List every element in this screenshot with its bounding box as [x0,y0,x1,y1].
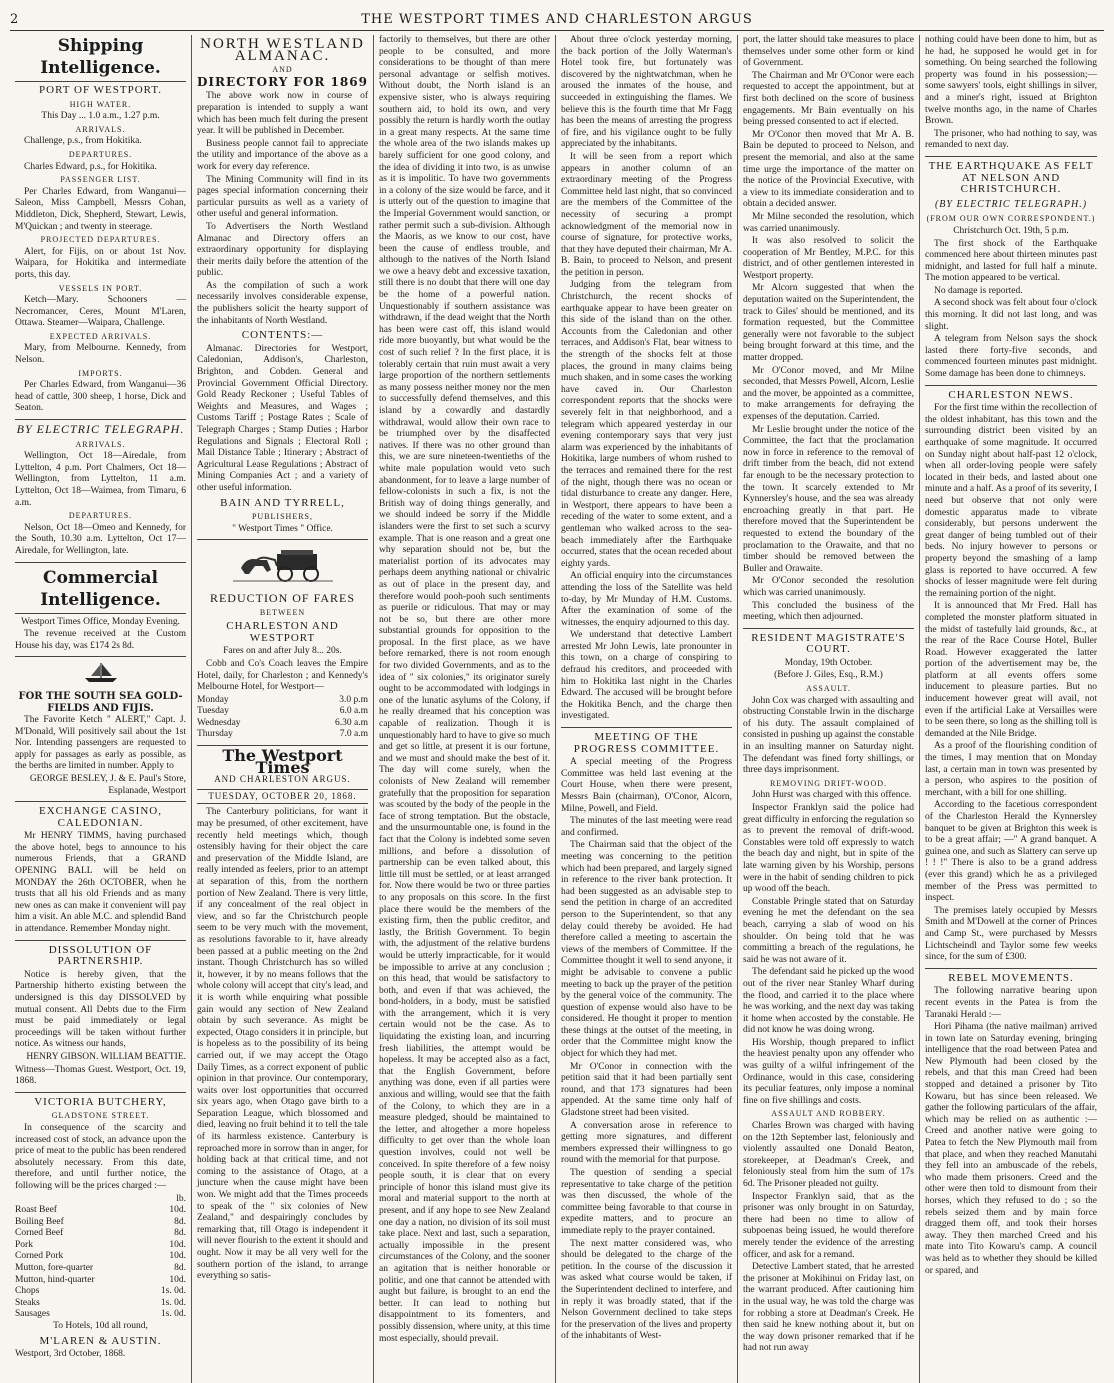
price-row: Corned Pork 10d. [15,1251,186,1262]
high-water-label: HIGH WATER. [69,99,132,109]
projected-text: Alert, for Fijis, on or about 1st Nov. Waipara, for Hokitika and intermediate ports, this day. [15,246,186,280]
quake-paragraph: A second shock was felt about four o'clock this morning. It did not last long, and was slight. [925,298,1097,332]
vessels-text: Ketch—Mary. Schooners — Necromancer, Ceres, Mount M'Laren, Ottawa. Steamer—Waipara, Challenge. [15,295,186,329]
vessels-label: VESSELS IN PORT. [58,283,143,293]
almanac-and: AND [272,65,293,75]
almanac-paragraph: To Advertisers the North Westland Almanac and Directory offers an extraordinary opportunity for displaying their merits daily before the attention of the public. [197,221,368,279]
divider [15,940,186,941]
column-5 [738,35,920,1383]
meeting-paragraph: The Chairman said that the object of the meeting was concerning to the petition which had been prepared, and largely signed in reference to the river bank protection. It had been suggested as an advisable step to send the petition in charge of an accredited person to the Superintendent, so that any delay could thereby be avoided. He had therefore called a meeting to ascertain the views of the members of Committee. If the Committee thought it well to send anyone, it might be advisable to convene a public meeting to back up the prayer of the petition by the general voice of the community. The question of expense would also have to be considered. He thought it proper to mention these things at the outset of the meeting, in order that the Committee might know the object for which they had met. [561,840,732,1060]
contents-label: CONTENTS:— [241,329,324,342]
arrivals-label: ARRIVALS. [75,124,126,134]
price-row: Pork 10d. [15,1239,186,1250]
price-row: Mutton, fore-quarter 8d. [15,1263,186,1274]
meeting-paragraph: Mr O'Conor seconded the resolution which was carried unanimously. [743,576,914,598]
quake-paragraph: No damage is reported. [934,285,1023,296]
publishers-label: PUBLISHERS, [251,512,313,522]
dissolution-text: Notice is hereby given, that the Partnership hitherto existing between the undersigned is this day DISSOLVED by mutual consent. All Debts due to the Firm must be paid immediately or legal proceedings will be taken without further notice. As witness our hands, [15,969,186,1050]
coach-text: Cobb and Co's Coach leaves the Empire Hotel, daily, for Charleston ; and Kennedy's Melbourne Hotel, for Westport— [197,658,368,693]
almanac-title: NORTH WESTLAND ALMANAC. [200,36,365,64]
columns [10,35,1104,1383]
page-number: 2 [10,12,19,27]
directory-title: DIRECTORY FOR 1869 [197,74,368,89]
arrivals-label-2: ARRIVALS. [75,439,126,449]
divider [15,562,186,563]
almanac-paragraph: The above work now in course of preparation is intended to supply a want which has been much felt during the present year. It will be published in December. [197,91,368,137]
departures-label: DEPARTURES. [68,149,133,159]
meeting-paragraph: Mr Milne seconded the resolution, which was carried unanimously. [743,211,914,234]
passenger-text: Per Charles Edward, from Wanganui—Saleon, Miss Campbell, Messrs Cohan, Middleton, Dick, Shepherd, Stewart, Lewis, M'Quickan ; and twenty in steerage. [15,186,186,232]
court-continued: nothing could have been done to him, but as he had, he supposed he would get in for something. On being searched the following property was found in his possession;—some sawyers' tools, eight shillings in silver, and a miner's right, issued at Brighton twelve months ago, in the name of Charles Brown. [925,35,1097,127]
meeting-paragraph: Mr O'Conor then moved that Mr A. B. Bain be deputed to proceed to Nelson, and present the memorial, and also at the same time urge the importance of the matter on the notice of the Provincial Executive, with a view to its immediate consideration and to obtain a decided answer. [743,129,914,210]
news-petition: It will be seen from a report which appears in another column of an extraordinary meeting of the Progress Committee held last night, that so convinced are the members of the Committee of the necessity of securing a prompt acknowledgment of the memorial now in course of signature, for protective works, that they have deputed their chairman, Mr A. B. Bain, to proceed to Nelson, and present the petition in person. [561,151,732,278]
divider [15,419,186,420]
dissolution-witness: Witness—Thomas Guest. Westport, Oct. 19, 1868. [15,1064,186,1087]
quake-telegraph: (BY ELECTRIC TELEGRAPH.) [934,198,1088,210]
quake-dateline: Christchurch Oct. 19th, 5 p.m. [953,225,1069,236]
telegraph-heading: BY ELECTRIC TELEGRAPH. [16,422,185,437]
commercial-text: The revenue received at the Custom House his day, was £174 2s 8d. [15,629,186,651]
court-paragraph: The defendant said he picked up the wood out of the river near Stanley Wharf during the flood, and carried it to the place where he was working, and the next day was taking it home when accosted by the constable. He did not know he was doing wrong. [743,967,914,1036]
divider [561,727,732,728]
price-row: Roast Beef 10d. [15,1205,186,1216]
meeting-paragraph: A special meeting of the Progress Committee was held last evening at the Court House, when there were present, Messrs Bain (chairman), O'Conor, Alcorn, Milne, Powell, and Field. [561,757,732,814]
court-paragraph: John Hurst was charged with this offence. [752,790,912,801]
butchery-signature: M'LAREN & AUSTIN. [39,1334,162,1347]
court-paragraph: Inspector Franklyn said the police had great difficulty in enforcing the regulation so as to prevent the removal of drift-wood. Constables were told off expressly to watch the beach day and night, but in spite of the late warning given by his Worship, persons were in the habit of sending children to pick up wood off the beach. [743,803,914,895]
arrivals-text: Challenge, p.s., from Hokitika. [24,136,142,147]
almanac-paragraph: As the compilation of such a work necessarily involves considerable expense, the publishers solicit the hearty support of the inhabitants of North Westland. [197,280,368,326]
dissolution-signature: HENRY GIBSON. WILLIAM BEATTIE. [26,1051,186,1062]
price-row: Steaks 1s. 0d. [15,1297,186,1308]
meeting-paragraph: Mr O'Conor moved, and Mr Milne seconded, that Messrs Powell, Alcorn, Leslie and the mover, be appointed as a committee, to make arrangements for defraying the expenses of the deputation. Carried. [743,365,914,422]
almanac-paragraph: Business people cannot fail to appreciate the utility and importance of the above as a work for every day reference. [197,138,368,172]
quake-paragraph: The first shock of the Earthquake commenced here about thirteen minutes past midnight, and lasted for full half a minute. The motion appeared to be vertical. [925,238,1097,284]
quake-title: THE EARTHQUAKE AS FELT AT NELSON AND CHRISTCHURCH. [928,159,1094,196]
news-earthquake: Judging from the telegram from Christchurch, the recent shocks of earthquake appear to have been greater on this side of the island than on the other. Accounts from the Caledonian and other terraces, and Addison's Flat, bear witness to the strength of the shocks felt at those places, the ground in many claims being much shaken, and in some cases the working have caved in. Our Charleston correspondent reports that the shocks were severely felt in that neighborhood, and a telegram which appeared yesterday in our evening contemporary says that very just alarm was experienced by the inhabitants of Hokitika, large numbers of whom rushed to the terraces and remained there for the rest of the night, though there was no ocean or tidal disturbance to create any danger. Here, in Westport, there appears to have been a receding of the water to some extent, and a gentleman who walked across to the sea-beach immediately after the Earthquake occurred, states that the ocean receded about eighty yards. [561,280,732,569]
almanac-paragraph: The Mining Community will find in its pages special information concerning their particular pursuits as well as a variety of other useful and general information. [197,174,368,220]
meeting-paragraph: This concluded the business of the meeting, which then adjourned. [743,600,914,623]
price-list [15,1194,186,1322]
passenger-label: PASSENGER LIST. [60,175,141,185]
meeting-paragraph: It was also resolved to solicit the cooperation of Mr Bentley, M.P.C. for this district, and of other gentlemen interested in Westport property. [743,236,914,281]
price-row: Chops 1s. 0d. [15,1286,186,1297]
ship-illustration [15,661,186,688]
robbery-label: ASSAULT AND ROBBERY. [771,1109,886,1119]
court-paragraph: Inspector Franklyn said, that as the prisoner was only brought in on Saturday, there had been no time to allow of subpoenas being issued, he would therefore merely tender the evidence of the arresting officer, and ask for a remand. [743,1191,914,1260]
dateline: TUESDAY, OCTOBER 20, 1868. [197,789,368,805]
price-row: lb. [176,1193,186,1204]
divider [15,1092,186,1093]
price-row: Mutton, hind-quarter 10d. [15,1274,186,1285]
divider [743,628,914,629]
charleston-paragraph: The premises lately occupied by Messrs Smith and M'Dowell at the corner of Princes and Camp St., were purchased by Messrs Lichtscheindl and Taylor some few weeks since, for the sum of £300. [925,905,1097,963]
price-row: Sausages 1s. 0d. [15,1309,186,1320]
editorial-continued: factorily to themselves, but there are other people to be consulted, and more considerations to be thought of than mere personal advantage or selfish motives. Without doubt, the North island is an expensive sister, who is always requiring southern aid, to hold its own, and very possibly the return is hardly worth the outlay in a great many respects. At the same time the whole area of the two islands makes up barely sufficient for one good colony, and the idea of dividing it into two, is as unwise as it is impolitic. To have two governments in a colony of the size would be farce, and it is utterly out of the question to imagine that the Imperial Government would sanction, or rather permit such a sub-division. Although the Maoris, as we know to our cost, have been the cause of endless trouble, and although to the natives of the North Island we owe a heavy debt and excessive taxation, still there is no doubt that there will one day be the home of a powerful nation. Unquestionably if southern assistance was withdrawn, if the dead weight that the North has been were cast off, this island would ride more buoyantly, but what would be the cost of such relief ? In the first place, it is tolerably certain that ruin must await a very large proportion of the northern settlements as many possess neither money nor the men to successfully defend themselves, and this island by a cowardly and dastardly withdrawal, would allow their own race to be triumphed over by the disaffected natives. If there was no other ground than this, we are sure nineteen-twentieths of the white male population would veto such abandonment, for to leave a large number of fellow-colonists in such a fix, is not the British way of doing things generally, and we should indeed be sorry if the Middle islanders were the first to set such a scurvy example. That is one reason and a great one why separation should not be, but the materialist portion of its advocates may perhaps deem anything national or chivalric as out of place in the present day, and therefore would pooh-pooh such sentiments as puerile or ridiculous. That may or may not be so, but there are other more substantial grounds for opposition to the proposal. In the first place, as we have before remarked, there is not room enough for two divided Governments, and as to the idea of " six colonies," its originator surely ought to be accommodated with lodgings in one of the lunatic asylums of the Colony, if he really dreamed that his conception was capable of realization. Though it is unquestionably hard to have to give so much and get so little, at present it is our fortune, and we must and should make the best of it. The day will come surely, when the colonists of New Zealand will remember gratefully that the proposition for separation was scouted by the body of the people in the face of strong temptation. But the obstacle, and the unsurmountable one, is found in the fact that the Colony is indebted some seven millions, and before a dissolution of partnership can be even talked about, this little till must be settled, or at least arranged for. Now there would be two or three parties to any proposals on this score. In the first place there would be the members of the existing firm, then the public creditor, and lastly, the British Government. To begin with, the adjustment of the relative burdens would be utterly impracticable, for it would be impossible to arrive at any conclusion ; on this head, that would be satisfactory to both, and even if that was achieved, the bond-holders, in a body, must be satisfied with the arrangement, which it is very certain would not be the case. As to liquidating the existing loan, and incurring fresh liabilities, the attempt would be hopeless. It may be accepted also as a fact, that the English Government, before anything was done, even if all parties were anxious and willing, would see that the faith of the Colony, to which they are in a measure pledged, should be maintained to the letter, and altogether a more hopeless difficulty to get over than the whole loan question involves, could not well be conceived. In spite therefore of a few noisy people south, it is clear that on every principle of honor this island must give its moral and material support to the north at present, and if any hope to see New Zealand one day a nation, no division of its soil must take place. Next and last, such a separation, actually impossible in the present circumstances of the Colony, and the sooner an agitation that is neither honorable or politic, and one that cannot be attended with aught but failure, is brought to an end the better. It can lead to nothing but disappointment to its fomenters, and possibly dissension, where unity, at this time most especially, should prevail. [379,35,550,1344]
departures-text-2: Nelson, Oct 18—Omeo and Kennedy, for the South, 10.30 a.m. Lyttelton, Oct 17—Airedale, for Wellington, late. [15,522,186,556]
news-fire: About three o'clock yesterday morning, the back portion of the Jolly Waterman's Hotel took fire, but fortunately was discovered by the nightwatchman, when he aroused the inmates of the house, and succeeded in extinguishing the flames. We believe this is the fourth time that Mr Fagg has been the means of arresting the progress of fire, and his vigilance ought to be fully appreciated by the inhabitants. [561,35,732,150]
port-heading: PORT OF WESTPORT. [39,84,162,96]
meeting-continued: port, the latter should take measures to place themselves under some other form or kind of Government. [743,35,914,69]
court-title: RESIDENT MAGISTRATE'S COURT. [751,631,906,656]
publishers-name: BAIN AND TYRRELL, [220,496,345,509]
news-detective: We understand that detective Lambert arrested Mr John Lewis, late pronounter in this town, on a charge of conspiring to defraud his creditors, and proceeded with him to Hokitika last night in the Charles Edward. The accused will be brought before the Hokitika Bench, and the charge then investigated. [561,630,732,722]
meeting-paragraph: The next matter considered was, who should be delegated to the charge of the petition. In the course of the discussion it was asked what course would be taken, if the Superintendent declined to interfere, and in reply it was broadly stated, that if the Nelson Government declined to take steps for the preservation of the lives and property of the inhabitants of West- [561,1238,732,1342]
butchery-title: VICTORIA BUTCHERY, [34,1095,167,1108]
fares-title: REDUCTION OF FARES [209,590,356,605]
column-1 [10,35,192,1383]
price-row: Corned Beef 8d. [15,1228,186,1239]
meeting-paragraph: The question of sending a special representative to take charge of the petition was then discussed, the whole of the committee being favorable to that course in expedite matters, and to procure an immediate reply to the prayer contained. [561,1168,732,1236]
divider [15,656,186,657]
assault-label: ASSAULT. [806,684,851,694]
court-paragraph: His Worship, though prepared to inflict the heaviest penalty upon any offender who was guilty of a wilful infringement of the Ordinance, would in this case, considering its peculiar features, only impose a nominal fine on five shillings and costs. [743,1037,914,1106]
imports-text: Per Charles Edward, from Wanganui—36 head of cattle, 300 sheep, 1 horse, Dick and Seaton. [15,380,186,414]
meeting-paragraph: The Chairman and Mr O'Conor were each requested to accept the appointment, but at first both declined on the score of business engagements. Mr Bain eventually on his being pressed consented to act if elected. [743,70,914,128]
casino-title: EXCHANGE CASINO, CALEDONIAN. [39,805,162,829]
divider [15,801,186,802]
quake-correspondent: (FROM OUR OWN CORRESPONDENT.) [926,214,1096,224]
projected-label: PROJECTED DEPARTURES. [40,235,161,245]
commercial-office: Westport Times Office, Monday Evening. [21,616,180,627]
charleston-paragraph: As a proof of the flourishing condition of the times, I may mention that on Monday last, a certain man in town was presented by a person, who aspires to the position of merchant, with a bill for one shilling. [925,741,1097,798]
shipping-heading: Shipping Intelligence. [15,35,186,82]
editorial-text: The Canterbury politicians, for want it may be presumed, of other excitement, have recently held meetings which, though ostensibly having for their object the care and preservation of the Middle Island, are really intended as feelers, prior to an attempt at separation of this, from the northern portion of New Zealand. There is very little, if any concealment of the real object in view, and so far the Christchurch people seem to be very much with the movement, as resolutions favorable to it, have already been passed at a public meeting on the 2nd instant. Though Christchurch has so willed it, however, it by no means follows that the whole colony will accept that city's lead, and it is worth while enquiring what possible gain would any section of New Zealand obtain by such severance. As might be expected, Otago considers it in principle, but is hopeless as to the possibility of its being carried out, if we may accept the Otago Daily Times, as a correct exponent of public opinion in that province. Our contemporary, waits over lost opportunities that occurred six years ago, when Otago gave birth to a Separation League, which blossomed and died, leaving no fruit behind it to tell the tale of its harmless existence. Canterbury is reproached more in sorrow than in anger, for holding back at that critical time, and not coming to the assistance of Otago, at a juncture when the cause might have been won. We might add that the Times proceeds to speak of the " six colonies of New Zealand," and despairingly concludes by remarking that, till Otago is independent it will never flourish to the extent it should and ought. Now it may be all very well for the southern portion of the island, to arrange everything so satis- [197,807,368,1282]
dissolution-title: DISSOLUTION OF PARTNERSHIP. [48,943,153,968]
meeting-paragraph: Mr O'Conor in connection with the petition said that it had been partially sent round, and that 173 signatures had been appended. At the same time only half of Gladstone street had been visited. [561,1061,732,1119]
charleston-paragraph: For the first time within the recollection of the oldest inhabitant, has this town and the surrounding district been visited by an earthquake of some magnitude. It occurred on Sunday night about half-past 12 o'clock, when all order-loving people were safely located in their beds, and lasted about one minute and a half. As a proof of its severity, I need but observe that not only were domestic apparatus made to vibrate considerably, but persons underwent the great danger of being tumbled out of their beds. No injury however to persons or property beyond the smashing of a lamp glass is reported to have occurred. A few shocks of lesser magnitude were felt during the remaining portion of the night. [925,403,1097,599]
court-paragraph: Charles Brown was charged with having on the 12th September last, feloniously and violently assaulted one Donald Beaton, storekeeper, at Deadman's Creek, and feloniously steal from him the sum of 17s 6d. The Prisoner pleaded not guilty. [743,1121,914,1189]
rebel-title: REBEL MOVEMENTS. [948,971,1074,984]
running-head [10,8,1104,31]
rebel-paragraph: The following narrative bearing upon recent events in the Patea is from the Taranaki Herald :— [925,986,1097,1020]
court-remand: The prisoner, who had nothing to say, was remanded to next day. [925,128,1097,151]
charleston-paragraph: According to the facetious correspondent of the Charleston Herald the Kynnersley banquet to be given at Brighton this week is to be a great affair; —" A grand banquet. A guinea one, and such as Slattery can serve up ! ! !" There is also to be a grand address (ever this grand) which he as a privileged member of the Press was permitted to inspect. [925,800,1097,904]
schedule-row: Wednesday 6.30 a.m [197,717,368,728]
coach-illustration [197,544,368,589]
court-before: (Before J. Giles, Esq., R.M.) [774,670,883,681]
fiji-ad-title: FOR THE SOUTH SEA GOLD-FIELDS AND FIJIS. [18,690,183,714]
meeting-paragraph: A conversation arose in reference to getting more signatures, and different members expressed their willingness to go round with the memorial for that purpose. [561,1120,732,1166]
commercial-heading: Commercial Intelligence. [15,567,186,614]
column-3 [374,35,556,1383]
meeting-paragraph: The minutes of the last meeting were read and confirmed. [561,816,732,838]
column-4 [556,35,738,1383]
fiji-ad-text: The Favorite Ketch " ALERT," Capt. J. M'Donald, Will positively sail about the 1st Nor. Intending passengers are requested to apply for passages as early as possible, as the berths are limited in number. Apply to [15,714,186,772]
butchery-hotels: To Hotels, 10d all round, [53,1321,148,1332]
drift-label: REMOVING DRIFT-WOOD. [769,778,888,788]
charleston-title: CHARLESTON NEWS. [948,388,1074,401]
divider [925,156,1097,157]
meeting-paragraph: Mr Leslie brought under the notice of the Committee, the fact that the proclamation now in force in reference to the removal of drift timber from the beach, did not extend far enough to be the necessary protection to the town. It scarcely extended to Mr Kynnersley's house, and the sea was already encroaching greatly in that part. He therefore moved that the Superintendent be requested to extend the boundary of the proclamation to the Orawaite, and that no timber should be removed between the Buller and Orawaite. [743,424,914,574]
imports-label: IMPORTS. [78,368,123,378]
butchery-text: In consequence of the scarcity and increased cost of stock, an advance upon the price of meat to the public has been rendered absolutely necessary. From this date, therefore, and until further notice, the following will be the prices charged :— [15,1122,186,1191]
expected-text: Mary, from Melbourne. Kennedy, from Nelson. [15,343,186,366]
price-row: Boiling Beef 8d. [15,1216,186,1227]
schedule-row: Monday 3.0 p.m [197,694,368,705]
expected-label: EXPECTED ARRIVALS. [49,331,152,341]
court-paragraph: Detective Lambert stated, that he arrested the prisoner at Mokihinui on Friday last, on the warrant produced. After cautioning him in the usual way, he was told the charge was for robbing a store at Deadman's Creek. He then said he knew nothing about it, but on the way down prisoner remarked that if he had not run away [743,1262,914,1354]
departures-text: Charles Edward, p.s., for Hokitika. [24,161,157,172]
departures-label-2: DEPARTURES. [68,511,133,521]
butchery-street: GLADSTONE STREET. [51,1111,150,1121]
meeting-paragraph: Mr Alcorn suggested that when the deputation waited on the Superintendent, the track to Giles' should be mentioned, and its formation requested, but the Committee generally were not favorable to the subject being brought forward at this time, and the matter dropped. [743,283,914,364]
column-2 [192,35,374,1383]
schedule-row: Thursday 7.0 a.m [197,729,368,740]
column-6 [920,35,1102,1383]
meeting-title: MEETING OF THE PROGRESS COMMITTEE. [573,731,720,755]
fares-route: CHARLESTON AND WESTPORT [226,620,339,644]
divider [925,968,1097,969]
fares-between: BETWEEN [259,607,306,617]
paper-title: THE WESTPORT TIMES AND CHARLESTON ARGUS [361,12,753,27]
court-date: Monday, 19th October. [784,657,873,668]
court-paragraph: John Cox was charged with assaulting and obstructing Constable Irwin in the discharge of his duty. The assault complained of consisted in pushing up against the constable in an insulting manner on Saturday night. The defendant was fined forty shillings, or three days imprisonment. [743,695,914,776]
court-paragraph: Constable Pringle stated that on Saturday evening he met the defendant on the sea beach, carrying a slab of wood on his shoulder. On being told that he was committing a breach of the regulations, he said he was not aware of it. [743,896,914,965]
fares-text: Fares on and after July 8... 20s. [223,646,342,657]
contents-text: Almanac. Directories for Westport, Caledonian, Addison's, Charleston, Brighton, and Cobden. General and Provincial Government Official Directory. Gold Ready Reckoner ; Useful Tables of Weights and Measures, and Wages ; Customs Tariff ; Postage Rates ; Scale of Telegraph Charges ; Stamp Duties ; Harbor Regulations and Signals ; Electoral Roll ; Mail Distance Table ; Itinerary ; Abstract of Agricultural Lease Regulations ; Abstract of Mining Companies Act ; and a variety of other useful information. [197,343,368,493]
news-customs: An official enquiry into the circumstances attending the loss of the Satellite was held to-day, by Mr Munday of H.M. Customs. After the examination of some of the witnesses, the enquiry adjourned to this day. [561,571,732,628]
arrivals-text-2: Wellington, Oct 18—Airedale, from Lyttelton, 4 p.m. Port Chalmers, Oct 18—Wellington, from Lyttelton, 11 a.m. Lyttelton, Oct 18—Waimea, from Timaru, 6 a.m. [15,451,186,508]
coach-schedule [197,695,368,741]
masthead: The Westport Times [222,746,343,777]
rebel-paragraph: Hori Pihama (the native mailman) arrived in town late on Saturday evening, bringing intelligence that the road between Patea and New Plymouth had been closed by the rebels, and that this man Creed had been stopped and detained a prisoner by Tito Kowaru, but has since been released. We gather the following particulars of the affair, which may be relied on as authentic :—Creed and another native were going to Patea to fetch the New Plymouth mail from that place, and when they reached Manutahi they fell into an ambuscade of the rebels, who made them prisoners. Creed and the other were then told to dismount from their horses, which they refused to do ; so the rebels seized them and by main force dragged them off, and took their horses away. They then marched Creed and his mate into Tito Kowaru's camp. A council was held as to whether they should be killed or spared, and [925,1022,1097,1276]
charleston-paragraph: It is announced that Mr Fred. Hall has completed the monster platform situated in the midst of tastefully laid grounds, &c., at the rear of the Race Course Hotel, Buller Road. However exaggerated the latter portion of the advertisement may be, the platform at all events offers some inducement to pleasure parties. But no inducement however great will avail, not even if the artificial Lake at Versailles were to be seen there, so long as the shilling toll is demanded at the Nile Bridge. [925,601,1097,739]
divider [925,385,1097,386]
high-water-times: This Day ... 1.0 a.m., 1.27 p.m. [41,111,160,122]
publishers-office: " Westport Times " Office. [232,523,333,534]
schedule-row: Tuesday 6.0 a.m [197,706,368,717]
casino-text: Mr HENRY TIMMS, having purchased the above hotel, begs to announce to his numerous Friends, that a GRAND OPENING BALL will be held on MONDAY the 26th OCTOBER, when he trusts that all his old Friends and as many new ones as can make it convenient will pay him a visit. An able M.C. and splendid Band in attendance. Remember Monday night. [15,831,186,935]
fiji-ad-signature: GEORGE BESLEY, J. & E. Paul's Store, Esplanade, Westport [29,773,186,796]
masthead-sub: AND CHARLESTON ARGUS. [214,774,351,785]
quake-paragraph: A telegram from Nelson says the shock lasted there forty-five seconds, and commenced fourteen minutes past midnight. Some damage has been done to chimneys. [925,334,1097,380]
butchery-date: Westport, 3rd October, 1868. [15,1349,126,1360]
divider [197,539,368,540]
